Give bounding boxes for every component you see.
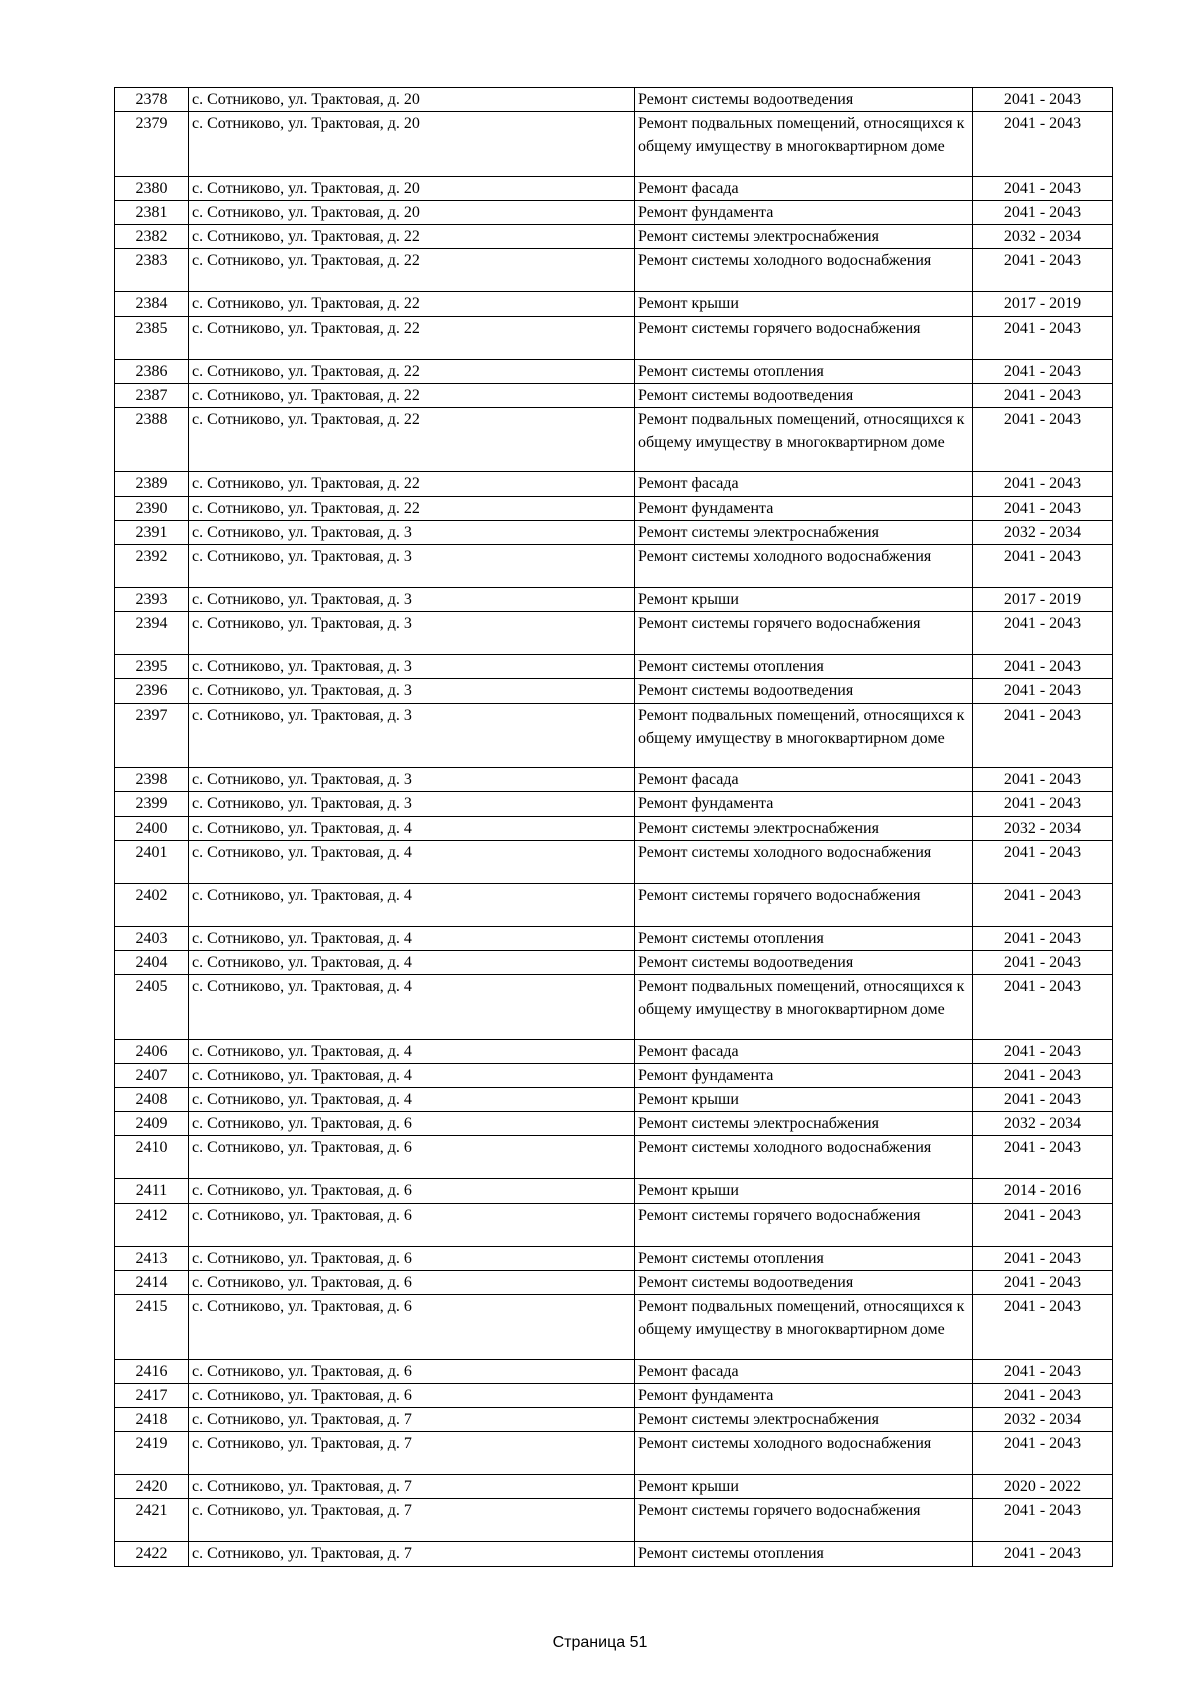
row-work-type: Ремонт системы отопления <box>635 359 973 383</box>
row-work-type: Ремонт крыши <box>635 1088 973 1112</box>
row-address: с. Сотниково, ул. Трактовая, д. 6 <box>189 1270 635 1294</box>
row-number: 2403 <box>115 926 189 950</box>
row-period: 2041 - 2043 <box>973 249 1113 292</box>
row-period: 2041 - 2043 <box>973 792 1113 816</box>
row-period: 2041 - 2043 <box>973 383 1113 407</box>
repair-schedule-table <box>114 87 1113 1567</box>
row-number: 2419 <box>115 1432 189 1475</box>
row-address: с. Сотниково, ул. Трактовая, д. 7 <box>189 1475 635 1499</box>
table-row <box>115 703 1113 768</box>
row-work-type: Ремонт крыши <box>635 1179 973 1203</box>
row-number: 2411 <box>115 1179 189 1203</box>
row-work-type: Ремонт системы электроснабжения <box>635 225 973 249</box>
row-address: с. Сотниково, ул. Трактовая, д. 7 <box>189 1432 635 1475</box>
table-row <box>115 472 1113 496</box>
row-period: 2041 - 2043 <box>973 407 1113 472</box>
row-work-type: Ремонт системы водоотведения <box>635 88 973 112</box>
row-period: 2041 - 2043 <box>973 1088 1113 1112</box>
row-work-type: Ремонт подвальных помещений, относящихся к общему имуществу в многоквартирном доме <box>635 1295 973 1360</box>
row-address: с. Сотниково, ул. Трактовая, д. 22 <box>189 407 635 472</box>
row-address: с. Сотниково, ул. Трактовая, д. 6 <box>189 1179 635 1203</box>
row-address: с. Сотниково, ул. Трактовая, д. 22 <box>189 496 635 520</box>
row-work-type: Ремонт фасада <box>635 472 973 496</box>
table-row <box>115 1542 1113 1566</box>
row-period: 2041 - 2043 <box>973 176 1113 200</box>
row-work-type: Ремонт системы электроснабжения <box>635 816 973 840</box>
row-period: 2041 - 2043 <box>973 1499 1113 1542</box>
row-address: с. Сотниково, ул. Трактовая, д. 4 <box>189 950 635 974</box>
row-number: 2415 <box>115 1295 189 1360</box>
table-row <box>115 926 1113 950</box>
table-row <box>115 1203 1113 1246</box>
row-number: 2387 <box>115 383 189 407</box>
row-number: 2400 <box>115 816 189 840</box>
row-period: 2041 - 2043 <box>973 88 1113 112</box>
row-number: 2416 <box>115 1359 189 1383</box>
row-work-type: Ремонт системы отопления <box>635 926 973 950</box>
row-period: 2041 - 2043 <box>973 840 1113 883</box>
row-number: 2397 <box>115 703 189 768</box>
row-address: с. Сотниково, ул. Трактовая, д. 4 <box>189 816 635 840</box>
row-address: с. Сотниково, ул. Трактовая, д. 3 <box>189 545 635 588</box>
row-address: с. Сотниково, ул. Трактовая, д. 3 <box>189 679 635 703</box>
row-period: 2041 - 2043 <box>973 1270 1113 1294</box>
row-period: 2032 - 2034 <box>973 1112 1113 1136</box>
row-period: 2032 - 2034 <box>973 225 1113 249</box>
row-address: с. Сотниково, ул. Трактовая, д. 20 <box>189 112 635 177</box>
row-period: 2041 - 2043 <box>973 472 1113 496</box>
row-work-type: Ремонт системы горячего водоснабжения <box>635 883 973 926</box>
table-row <box>115 520 1113 544</box>
row-period: 2041 - 2043 <box>973 612 1113 655</box>
row-work-type: Ремонт крыши <box>635 588 973 612</box>
row-work-type: Ремонт фундамента <box>635 792 973 816</box>
table-row <box>115 200 1113 224</box>
row-address: с. Сотниково, ул. Трактовая, д. 4 <box>189 975 635 1040</box>
table-row <box>115 883 1113 926</box>
table-row <box>115 1383 1113 1407</box>
row-number: 2386 <box>115 359 189 383</box>
row-number: 2384 <box>115 292 189 316</box>
row-number: 2422 <box>115 1542 189 1566</box>
row-address: с. Сотниково, ул. Трактовая, д. 3 <box>189 768 635 792</box>
row-address: с. Сотниково, ул. Трактовая, д. 22 <box>189 472 635 496</box>
row-period: 2041 - 2043 <box>973 359 1113 383</box>
row-work-type: Ремонт фасада <box>635 176 973 200</box>
row-number: 2410 <box>115 1136 189 1179</box>
table-row <box>115 950 1113 974</box>
table-row <box>115 1499 1113 1542</box>
row-address: с. Сотниково, ул. Трактовая, д. 6 <box>189 1295 635 1360</box>
table-row <box>115 840 1113 883</box>
row-number: 2406 <box>115 1039 189 1063</box>
row-address: с. Сотниково, ул. Трактовая, д. 3 <box>189 520 635 544</box>
row-work-type: Ремонт системы водоотведения <box>635 383 973 407</box>
row-period: 2041 - 2043 <box>973 1383 1113 1407</box>
row-work-type: Ремонт системы холодного водоснабжения <box>635 1136 973 1179</box>
row-address: с. Сотниково, ул. Трактовая, д. 6 <box>189 1383 635 1407</box>
table-row <box>115 383 1113 407</box>
row-number: 2395 <box>115 655 189 679</box>
row-work-type: Ремонт крыши <box>635 1475 973 1499</box>
row-work-type: Ремонт фасада <box>635 1359 973 1383</box>
table-row <box>115 1179 1113 1203</box>
row-number: 2383 <box>115 249 189 292</box>
row-number: 2378 <box>115 88 189 112</box>
row-address: с. Сотниково, ул. Трактовая, д. 6 <box>189 1359 635 1383</box>
row-number: 2417 <box>115 1383 189 1407</box>
row-work-type: Ремонт фундамента <box>635 1383 973 1407</box>
page-number: Страница 51 <box>552 1634 648 1651</box>
row-number: 2381 <box>115 200 189 224</box>
row-work-type: Ремонт фасада <box>635 768 973 792</box>
table-body <box>115 88 1113 1567</box>
row-period: 2041 - 2043 <box>973 1203 1113 1246</box>
row-period: 2032 - 2034 <box>973 1407 1113 1431</box>
table-row <box>115 1270 1113 1294</box>
row-number: 2414 <box>115 1270 189 1294</box>
row-number: 2420 <box>115 1475 189 1499</box>
table-row <box>115 176 1113 200</box>
table-row <box>115 1475 1113 1499</box>
table-row <box>115 588 1113 612</box>
row-period: 2041 - 2043 <box>973 679 1113 703</box>
row-work-type: Ремонт системы горячего водоснабжения <box>635 1499 973 1542</box>
row-address: с. Сотниково, ул. Трактовая, д. 22 <box>189 316 635 359</box>
table-row <box>115 249 1113 292</box>
row-address: с. Сотниково, ул. Трактовая, д. 22 <box>189 292 635 316</box>
table-row <box>115 655 1113 679</box>
row-period: 2041 - 2043 <box>973 768 1113 792</box>
row-period: 2041 - 2043 <box>973 1136 1113 1179</box>
row-work-type: Ремонт крыши <box>635 292 973 316</box>
row-period: 2014 - 2016 <box>973 1179 1113 1203</box>
row-period: 2041 - 2043 <box>973 950 1113 974</box>
row-address: с. Сотниково, ул. Трактовая, д. 4 <box>189 840 635 883</box>
table-row <box>115 792 1113 816</box>
row-number: 2404 <box>115 950 189 974</box>
row-work-type: Ремонт подвальных помещений, относящихся к общему имуществу в многоквартирном доме <box>635 703 973 768</box>
row-work-type: Ремонт подвальных помещений, относящихся к общему имуществу в многоквартирном доме <box>635 407 973 472</box>
row-number: 2389 <box>115 472 189 496</box>
table-row <box>115 1088 1113 1112</box>
row-number: 2405 <box>115 975 189 1040</box>
row-work-type: Ремонт системы горячего водоснабжения <box>635 612 973 655</box>
row-period: 2041 - 2043 <box>973 1063 1113 1087</box>
row-period: 2020 - 2022 <box>973 1475 1113 1499</box>
row-address: с. Сотниково, ул. Трактовая, д. 3 <box>189 612 635 655</box>
table-row <box>115 545 1113 588</box>
table-row <box>115 496 1113 520</box>
row-period: 2041 - 2043 <box>973 1246 1113 1270</box>
row-period: 2041 - 2043 <box>973 1039 1113 1063</box>
table-row <box>115 768 1113 792</box>
table-row <box>115 1112 1113 1136</box>
row-number: 2396 <box>115 679 189 703</box>
table-row <box>115 816 1113 840</box>
row-address: с. Сотниково, ул. Трактовая, д. 22 <box>189 359 635 383</box>
row-address: с. Сотниково, ул. Трактовая, д. 22 <box>189 249 635 292</box>
table-row <box>115 679 1113 703</box>
row-work-type: Ремонт системы отопления <box>635 655 973 679</box>
row-address: с. Сотниково, ул. Трактовая, д. 22 <box>189 225 635 249</box>
row-work-type: Ремонт системы электроснабжения <box>635 1112 973 1136</box>
row-number: 2391 <box>115 520 189 544</box>
row-number: 2388 <box>115 407 189 472</box>
row-period: 2017 - 2019 <box>973 588 1113 612</box>
row-work-type: Ремонт фундамента <box>635 1063 973 1087</box>
row-work-type: Ремонт системы холодного водоснабжения <box>635 840 973 883</box>
row-number: 2401 <box>115 840 189 883</box>
row-work-type: Ремонт системы электроснабжения <box>635 520 973 544</box>
row-address: с. Сотниково, ул. Трактовая, д. 20 <box>189 88 635 112</box>
row-period: 2041 - 2043 <box>973 703 1113 768</box>
row-number: 2399 <box>115 792 189 816</box>
row-number: 2385 <box>115 316 189 359</box>
row-period: 2032 - 2034 <box>973 520 1113 544</box>
row-number: 2407 <box>115 1063 189 1087</box>
row-address: с. Сотниково, ул. Трактовая, д. 6 <box>189 1246 635 1270</box>
row-work-type: Ремонт фундамента <box>635 200 973 224</box>
table-row <box>115 225 1113 249</box>
row-period: 2041 - 2043 <box>973 883 1113 926</box>
row-period: 2041 - 2043 <box>973 496 1113 520</box>
row-number: 2409 <box>115 1112 189 1136</box>
row-number: 2380 <box>115 176 189 200</box>
table-row <box>115 1295 1113 1360</box>
table-row <box>115 1407 1113 1431</box>
row-period: 2017 - 2019 <box>973 292 1113 316</box>
row-address: с. Сотниково, ул. Трактовая, д. 4 <box>189 1039 635 1063</box>
table-row <box>115 316 1113 359</box>
row-number: 2394 <box>115 612 189 655</box>
row-address: с. Сотниково, ул. Трактовая, д. 6 <box>189 1203 635 1246</box>
table-row <box>115 1039 1113 1063</box>
row-number: 2393 <box>115 588 189 612</box>
row-work-type: Ремонт системы отопления <box>635 1542 973 1566</box>
row-work-type: Ремонт системы холодного водоснабжения <box>635 1432 973 1475</box>
row-number: 2402 <box>115 883 189 926</box>
row-number: 2408 <box>115 1088 189 1112</box>
row-work-type: Ремонт системы электроснабжения <box>635 1407 973 1431</box>
row-work-type: Ремонт системы отопления <box>635 1246 973 1270</box>
row-period: 2041 - 2043 <box>973 975 1113 1040</box>
row-address: с. Сотниково, ул. Трактовая, д. 6 <box>189 1136 635 1179</box>
table-row <box>115 407 1113 472</box>
row-address: с. Сотниково, ул. Трактовая, д. 4 <box>189 926 635 950</box>
row-work-type: Ремонт системы холодного водоснабжения <box>635 249 973 292</box>
row-period: 2041 - 2043 <box>973 1359 1113 1383</box>
row-work-type: Ремонт системы горячего водоснабжения <box>635 316 973 359</box>
row-number: 2382 <box>115 225 189 249</box>
row-address: с. Сотниково, ул. Трактовая, д. 6 <box>189 1112 635 1136</box>
table-row <box>115 88 1113 112</box>
row-number: 2413 <box>115 1246 189 1270</box>
row-work-type: Ремонт системы водоотведения <box>635 679 973 703</box>
row-work-type: Ремонт системы холодного водоснабжения <box>635 545 973 588</box>
row-address: с. Сотниково, ул. Трактовая, д. 3 <box>189 655 635 679</box>
row-work-type: Ремонт системы водоотведения <box>635 950 973 974</box>
row-period: 2041 - 2043 <box>973 1432 1113 1475</box>
row-period: 2041 - 2043 <box>973 1295 1113 1360</box>
row-period: 2032 - 2034 <box>973 816 1113 840</box>
row-work-type: Ремонт фундамента <box>635 496 973 520</box>
row-number: 2379 <box>115 112 189 177</box>
row-period: 2041 - 2043 <box>973 200 1113 224</box>
table-row <box>115 359 1113 383</box>
row-period: 2041 - 2043 <box>973 1542 1113 1566</box>
row-address: с. Сотниково, ул. Трактовая, д. 4 <box>189 1063 635 1087</box>
row-period: 2041 - 2043 <box>973 316 1113 359</box>
row-number: 2392 <box>115 545 189 588</box>
row-address: с. Сотниково, ул. Трактовая, д. 22 <box>189 383 635 407</box>
table-row <box>115 1359 1113 1383</box>
table-row <box>115 612 1113 655</box>
row-address: с. Сотниково, ул. Трактовая, д. 20 <box>189 176 635 200</box>
row-address: с. Сотниково, ул. Трактовая, д. 4 <box>189 883 635 926</box>
table-row <box>115 1432 1113 1475</box>
row-work-type: Ремонт подвальных помещений, относящихся к общему имуществу в многоквартирном доме <box>635 112 973 177</box>
row-number: 2421 <box>115 1499 189 1542</box>
row-period: 2041 - 2043 <box>973 926 1113 950</box>
row-work-type: Ремонт системы горячего водоснабжения <box>635 1203 973 1246</box>
row-period: 2041 - 2043 <box>973 545 1113 588</box>
row-address: с. Сотниково, ул. Трактовая, д. 4 <box>189 1088 635 1112</box>
row-number: 2390 <box>115 496 189 520</box>
row-number: 2418 <box>115 1407 189 1431</box>
row-number: 2398 <box>115 768 189 792</box>
row-address: с. Сотниково, ул. Трактовая, д. 3 <box>189 703 635 768</box>
table-row <box>115 975 1113 1040</box>
row-period: 2041 - 2043 <box>973 655 1113 679</box>
row-address: с. Сотниково, ул. Трактовая, д. 3 <box>189 792 635 816</box>
row-address: с. Сотниково, ул. Трактовая, д. 3 <box>189 588 635 612</box>
row-address: с. Сотниково, ул. Трактовая, д. 7 <box>189 1407 635 1431</box>
row-address: с. Сотниково, ул. Трактовая, д. 7 <box>189 1499 635 1542</box>
row-period: 2041 - 2043 <box>973 112 1113 177</box>
table-row <box>115 292 1113 316</box>
row-work-type: Ремонт системы водоотведения <box>635 1270 973 1294</box>
table-row <box>115 1136 1113 1179</box>
row-address: с. Сотниково, ул. Трактовая, д. 7 <box>189 1542 635 1566</box>
table-row <box>115 112 1113 177</box>
table-row <box>115 1063 1113 1087</box>
row-work-type: Ремонт фасада <box>635 1039 973 1063</box>
row-number: 2412 <box>115 1203 189 1246</box>
row-work-type: Ремонт подвальных помещений, относящихся к общему имуществу в многоквартирном доме <box>635 975 973 1040</box>
row-address: с. Сотниково, ул. Трактовая, д. 20 <box>189 200 635 224</box>
table-row <box>115 1246 1113 1270</box>
